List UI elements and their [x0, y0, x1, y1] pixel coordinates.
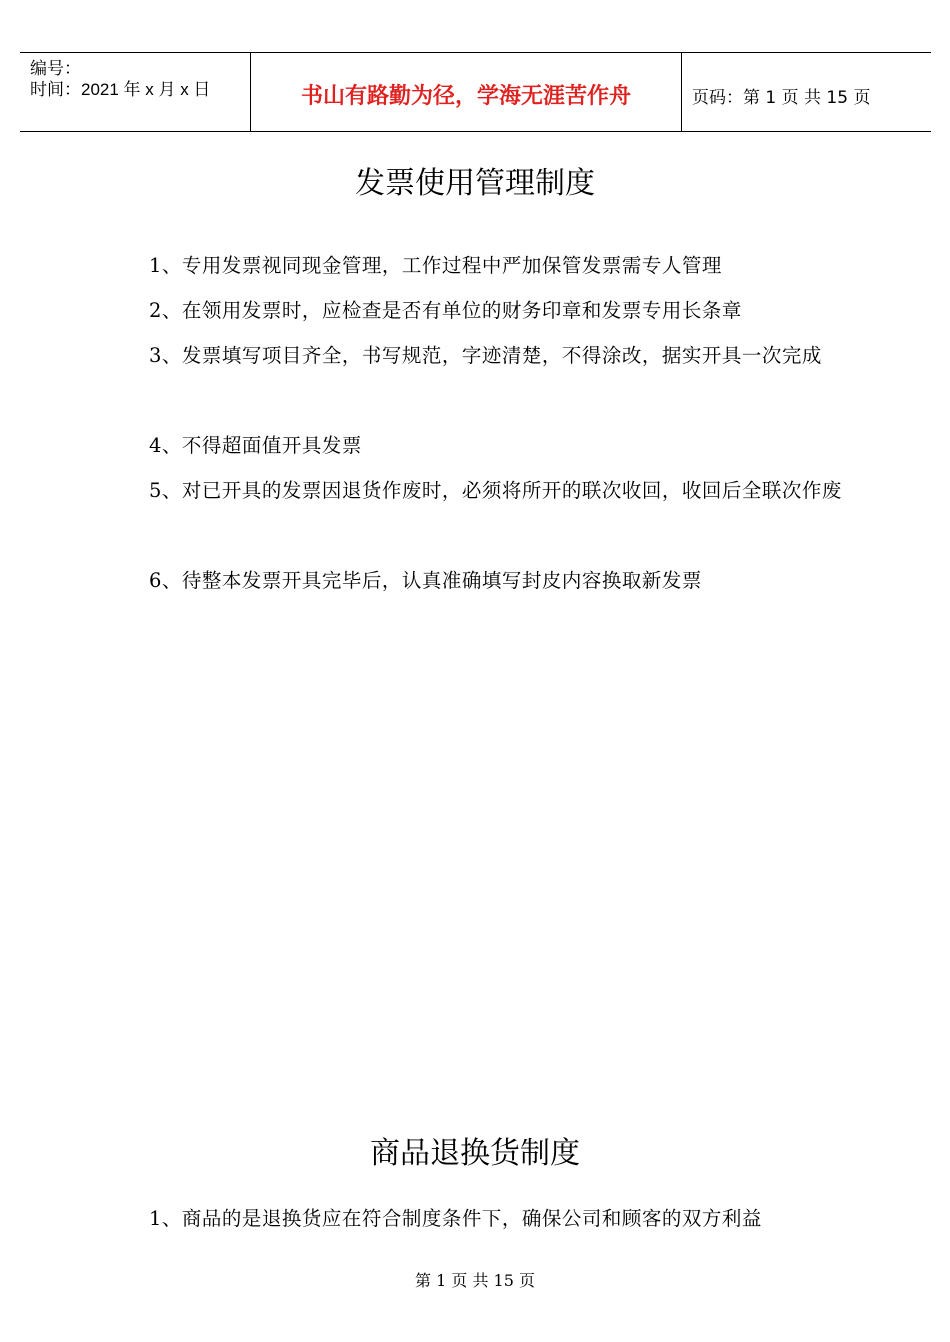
document-header: [20, 52, 931, 132]
returns-rule-1: 1、商品的是退换货应在符合制度条件下，确保公司和顾客的双方利益: [149, 1207, 762, 1230]
header-motto: 书山有路勤为径，学海无涯苦作舟: [300, 84, 631, 109]
section-title-invoice: 发票使用管理制度: [355, 166, 595, 201]
header-page-cell: [682, 53, 931, 131]
document-date: 时间：2021 年 x 月 x 日: [30, 80, 211, 99]
invoice-rule-3: 3、发票填写项目齐全，书写规范，字迹清楚，不得涂改，据实开具一次完成: [149, 344, 822, 367]
header-page-info: 页码：第 1 页 共 15 页: [692, 88, 871, 108]
invoice-rule-1: 1、专用发票视同现金管理，工作过程中严加保管发票需专人管理: [149, 254, 722, 277]
section-title-returns: 商品退换货制度: [370, 1136, 580, 1171]
invoice-rule-4: 4、不得超面值开具发票: [149, 434, 362, 457]
invoice-rule-2: 2、在领用发票时，应检查是否有单位的财务印章和发票专用长条章: [149, 299, 742, 322]
header-meta-cell: [20, 53, 251, 131]
invoice-rule-5: 5、对已开具的发票因退货作废时，必须将所开的联次收回，收回后全联次作废: [149, 479, 842, 502]
invoice-rule-6: 6、待整本发票开具完毕后，认真准确填写封皮内容换取新发票: [149, 569, 702, 592]
document-number-label: 编号：: [30, 59, 81, 78]
header-motto-cell: [251, 53, 682, 131]
page-footer: 第 1 页 共 15 页: [415, 1271, 535, 1290]
